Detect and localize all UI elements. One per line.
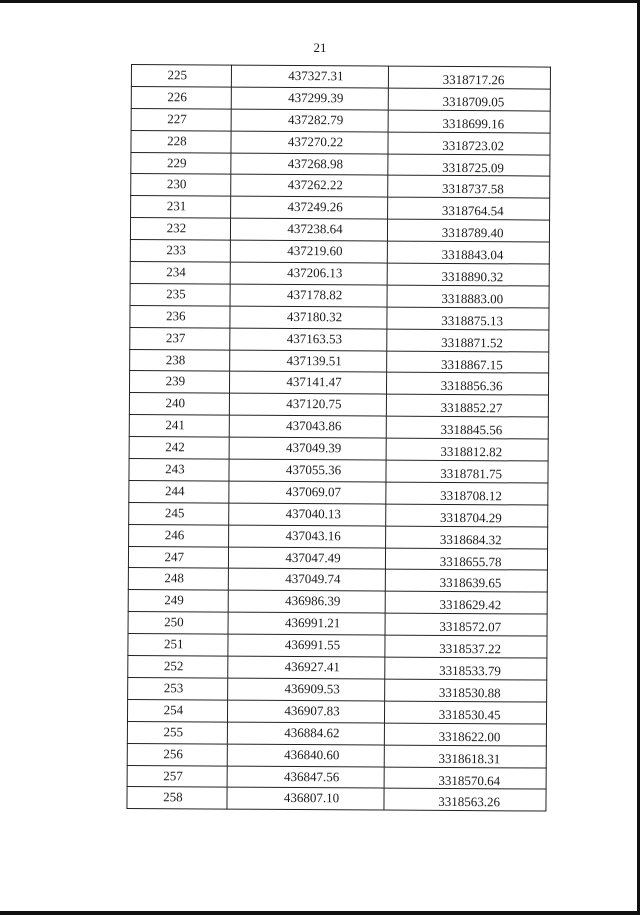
y-coordinate-cell: 3318639.65 <box>386 570 548 593</box>
point-id-cell: 242 <box>129 437 229 459</box>
x-coordinate-cell: 436909.53 <box>227 678 385 701</box>
point-id-cell: 225 <box>131 65 231 87</box>
table-row <box>129 393 548 417</box>
table-row <box>130 240 549 264</box>
x-coordinate-cell: 436884.62 <box>227 722 385 745</box>
y-coordinate-cell: 3318655.78 <box>386 548 548 571</box>
y-coordinate-cell: 3318723.02 <box>388 132 550 155</box>
y-coordinate-cell: 3318737.58 <box>388 176 550 199</box>
table-row <box>127 721 546 745</box>
table-row <box>129 415 548 439</box>
y-coordinate-cell: 3318764.54 <box>388 197 550 220</box>
point-id-cell: 240 <box>129 393 229 415</box>
table-row <box>127 787 546 811</box>
y-coordinate-cell: 3318725.09 <box>388 154 550 177</box>
point-id-cell: 244 <box>129 480 229 502</box>
y-coordinate-cell: 3318618.31 <box>385 745 547 768</box>
y-coordinate-cell: 3318533.79 <box>385 657 547 680</box>
y-coordinate-cell: 3318781.75 <box>386 460 548 483</box>
x-coordinate-cell: 437327.31 <box>231 65 389 88</box>
point-id-cell: 227 <box>131 108 231 130</box>
x-coordinate-cell: 437180.32 <box>230 306 388 329</box>
y-coordinate-cell: 3318867.15 <box>387 351 549 374</box>
table-row <box>128 590 547 614</box>
x-coordinate-cell: 437219.60 <box>230 240 388 263</box>
table-row <box>131 152 550 176</box>
coordinate-table-body <box>127 65 551 812</box>
table-row <box>131 196 550 220</box>
y-coordinate-cell: 3318708.12 <box>386 482 548 505</box>
y-coordinate-cell: 3318843.04 <box>388 241 550 264</box>
y-coordinate-cell: 3318875.13 <box>387 307 549 330</box>
point-id-cell: 237 <box>130 327 230 349</box>
point-id-cell: 249 <box>128 590 228 612</box>
table-row <box>128 612 547 636</box>
table-row <box>131 86 550 110</box>
x-coordinate-cell: 437139.51 <box>229 350 387 373</box>
point-id-cell: 239 <box>129 371 229 393</box>
point-id-cell: 248 <box>128 568 228 590</box>
x-coordinate-cell: 436986.39 <box>228 590 386 613</box>
point-id-cell: 243 <box>129 459 229 481</box>
y-coordinate-cell: 3318871.52 <box>387 329 549 352</box>
table-row <box>127 743 546 767</box>
scan-border-bottom <box>0 911 640 915</box>
table-row <box>129 502 548 526</box>
x-coordinate-cell: 437282.79 <box>231 109 389 132</box>
point-id-cell: 230 <box>131 174 231 196</box>
x-coordinate-cell: 437047.49 <box>228 547 386 570</box>
x-coordinate-cell: 437270.22 <box>231 131 389 154</box>
table-row <box>128 546 547 570</box>
point-id-cell: 250 <box>128 612 228 634</box>
y-coordinate-cell: 3318812.82 <box>386 438 548 461</box>
x-coordinate-cell: 437120.75 <box>229 393 387 416</box>
point-id-cell: 258 <box>127 787 227 809</box>
x-coordinate-cell: 436907.83 <box>227 700 385 723</box>
x-coordinate-cell: 437040.13 <box>228 503 386 526</box>
y-coordinate-cell: 3318570.64 <box>384 767 546 790</box>
point-id-cell: 245 <box>129 502 229 524</box>
y-coordinate-cell: 3318684.32 <box>386 526 548 549</box>
y-coordinate-cell: 3318717.26 <box>389 66 551 89</box>
x-coordinate-cell: 437141.47 <box>229 372 387 395</box>
table-row <box>131 174 550 198</box>
x-coordinate-cell: 437238.64 <box>230 218 388 241</box>
table-row <box>129 459 548 483</box>
y-coordinate-cell: 3318563.26 <box>384 788 546 811</box>
x-coordinate-cell: 437043.16 <box>228 525 386 548</box>
point-id-cell: 238 <box>130 349 230 371</box>
point-id-cell: 241 <box>129 415 229 437</box>
table-row <box>129 524 548 548</box>
x-coordinate-cell: 436840.60 <box>227 744 385 767</box>
y-coordinate-cell: 3318704.29 <box>386 504 548 527</box>
table-row <box>129 437 548 461</box>
x-coordinate-cell: 437049.39 <box>229 437 387 460</box>
x-coordinate-cell: 437268.98 <box>231 153 389 176</box>
table-row <box>127 699 546 723</box>
table-row <box>131 65 550 89</box>
x-coordinate-cell: 437043.86 <box>229 415 387 438</box>
table-row <box>128 568 547 592</box>
y-coordinate-cell: 3318883.00 <box>387 285 549 308</box>
point-id-cell: 251 <box>128 634 228 656</box>
y-coordinate-cell: 3318845.56 <box>387 416 549 439</box>
x-coordinate-cell: 437178.82 <box>230 284 388 307</box>
point-id-cell: 255 <box>127 721 227 743</box>
table-row <box>128 677 547 701</box>
point-id-cell: 228 <box>131 130 231 152</box>
x-coordinate-cell: 436847.56 <box>227 766 385 789</box>
point-id-cell: 256 <box>127 743 227 765</box>
y-coordinate-cell: 3318537.22 <box>385 635 547 658</box>
point-id-cell: 252 <box>128 656 228 678</box>
table-row <box>129 371 548 395</box>
point-id-cell: 257 <box>127 765 227 787</box>
x-coordinate-cell: 437299.39 <box>231 87 389 110</box>
point-id-cell: 231 <box>131 196 231 218</box>
x-coordinate-cell: 436807.10 <box>227 787 385 810</box>
x-coordinate-cell: 436991.21 <box>228 612 386 635</box>
table-row <box>131 108 550 132</box>
table-row <box>130 283 549 307</box>
point-id-cell: 246 <box>129 524 229 546</box>
y-coordinate-cell: 3318856.36 <box>387 373 549 396</box>
x-coordinate-cell: 436991.55 <box>228 634 386 657</box>
point-id-cell: 226 <box>131 86 231 108</box>
scan-border-top <box>0 0 640 3</box>
y-coordinate-cell: 3318629.42 <box>385 591 547 614</box>
x-coordinate-cell: 437069.07 <box>229 481 387 504</box>
point-id-cell: 229 <box>131 152 231 174</box>
table-row <box>130 262 549 286</box>
x-coordinate-cell: 437249.26 <box>230 196 388 219</box>
table-row <box>129 480 548 504</box>
point-id-cell: 247 <box>128 546 228 568</box>
table-row <box>130 218 549 242</box>
table-row <box>130 349 549 373</box>
table-row <box>128 634 547 658</box>
point-id-cell: 235 <box>130 283 230 305</box>
table-row <box>130 305 549 329</box>
point-id-cell: 232 <box>130 218 230 240</box>
point-id-cell: 233 <box>130 240 230 262</box>
x-coordinate-cell: 436927.41 <box>227 656 385 679</box>
y-coordinate-cell: 3318622.00 <box>385 723 547 746</box>
x-coordinate-cell: 437206.13 <box>230 262 388 285</box>
point-id-cell: 254 <box>127 699 227 721</box>
table-row <box>131 130 550 154</box>
point-id-cell: 253 <box>128 677 228 699</box>
point-id-cell: 234 <box>130 262 230 284</box>
y-coordinate-cell: 3318572.07 <box>385 613 547 636</box>
point-id-cell: 236 <box>130 305 230 327</box>
x-coordinate-cell: 437049.74 <box>228 569 386 592</box>
x-coordinate-cell: 437055.36 <box>229 459 387 482</box>
x-coordinate-cell: 437262.22 <box>230 175 388 198</box>
table-row <box>130 327 549 351</box>
y-coordinate-cell: 3318709.05 <box>389 88 551 111</box>
y-coordinate-cell: 3318530.45 <box>385 701 547 724</box>
page-number: 21 <box>313 40 327 55</box>
coordinate-table <box>126 64 551 812</box>
y-coordinate-cell: 3318699.16 <box>388 110 550 133</box>
table-row <box>127 765 546 789</box>
y-coordinate-cell: 3318852.27 <box>387 394 549 417</box>
x-coordinate-cell: 437163.53 <box>229 328 387 351</box>
table-row <box>128 656 547 680</box>
y-coordinate-cell: 3318789.40 <box>388 219 550 242</box>
y-coordinate-cell: 3318890.32 <box>387 263 549 286</box>
y-coordinate-cell: 3318530.88 <box>385 679 547 702</box>
